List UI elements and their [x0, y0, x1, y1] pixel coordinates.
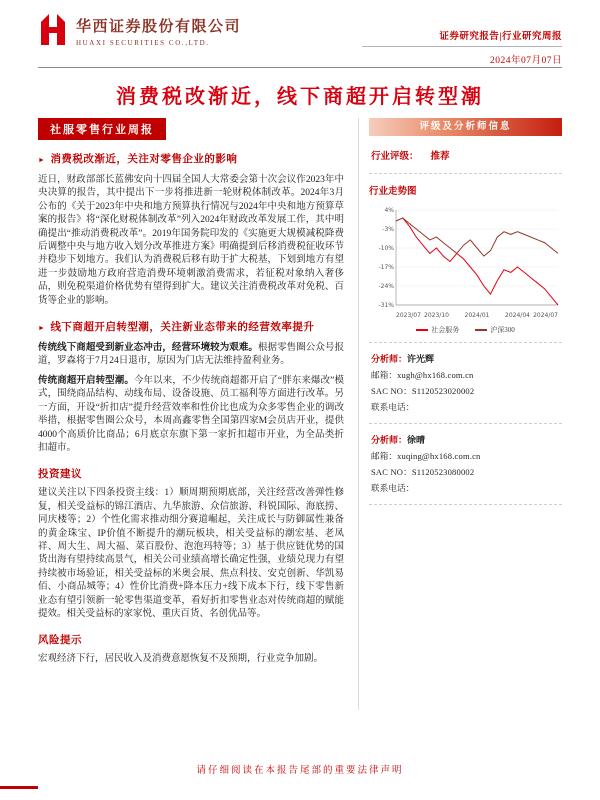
section-arrow-icon: ► [38, 156, 46, 164]
legend-label: 沪深300 [490, 326, 515, 334]
svg-text:-31%: -31% [377, 302, 394, 309]
svg-text:4%: 4% [383, 207, 394, 214]
investment-heading: 投资建议 [38, 469, 82, 481]
chart-legend [369, 325, 562, 335]
footer-red-bar [0, 786, 38, 789]
analyst-email [371, 450, 560, 462]
tel-label: 联系电话： [371, 483, 415, 493]
legend-item-social-services [416, 325, 459, 335]
sac-value: S1120523020002 [411, 386, 475, 396]
svg-text:-10%: -10% [377, 245, 394, 252]
svg-text:2024/04: 2024/04 [504, 312, 530, 319]
report-type: 证券研究报告|行业研究周报 [362, 28, 562, 47]
paragraph-lead: 传统线下商超受到新业态冲击，经营环境较为艰难。 [38, 343, 258, 354]
section2-heading: 线下商超开启转型潮，关注新业态带来的经营效率提升 [50, 322, 315, 334]
content-area [38, 118, 562, 710]
sac-label: SAC NO： [371, 467, 412, 477]
email-value: xugh@hx168.com.cn [397, 370, 474, 380]
legend-swatch-icon [416, 329, 428, 331]
section1-paragraph: 近日，财政部部长蓝佛安向十四届全国人大常委会第十次会议作2023年中央决算的报告，其中提出下一步将推进新一轮财税体制改革。2024年3月公布的《关于2023年中央和地方预算执行情况与2024年中央和地方预算草案的报告》将“深化财税体制改革”列入2024年财政改革发展工作，其中明确提出“推动消费税改革”。2019年国务院印发的《实施更大规模减税降费后调整中央与地方收入划分改革推进方案》明确提到后移消费税征收环节并稳步下划地方。我们认为消费税后移有助于扩大税基，下划到地方有望进一步鼓励地方政府营造消费环境刺激消费需求，若征税对象纳入奢侈品，则免税渠道价格优势有望得到扩大。建议关注消费税改革对免税、百货等企业的影响。 [38, 175, 344, 306]
tel-label: 联系电话： [371, 402, 415, 412]
trend-chart-title: 行业走势图 [369, 187, 417, 197]
legend-swatch-icon [475, 329, 487, 331]
industry-rating-row [369, 136, 562, 174]
svg-text:-17%: -17% [377, 264, 394, 271]
section-arrow-icon: ► [38, 324, 46, 333]
header-meta [362, 12, 562, 67]
analyst-label: 分析师： [371, 354, 408, 364]
industry-trend-chart [370, 203, 562, 321]
paragraph-lead: 传统商超开启转型潮。 [38, 375, 134, 386]
section2-paragraph-2 [38, 375, 344, 455]
email-label: 邮箱： [371, 370, 398, 380]
section1-heading-row [38, 153, 344, 168]
email-label: 邮箱： [371, 451, 398, 461]
industry-rating-label: 行业评级： [371, 152, 419, 162]
analyst-name-row [371, 433, 560, 446]
analyst-name: 许光辉 [407, 354, 435, 364]
page-title: 消费税改渐近，线下商超开启转型潮 [116, 86, 484, 108]
analyst-email [371, 369, 560, 381]
company-name: 华西证券股份有限公司 [76, 19, 242, 35]
analyst-tel [371, 401, 560, 413]
huaxi-logo-icon [38, 12, 68, 51]
report-header [38, 12, 562, 68]
legend-label: 社会服务 [431, 326, 460, 334]
section2-paragraph-1 [38, 342, 344, 369]
analyst-name: 徐晴 [407, 435, 426, 445]
investment-paragraph: 建议关注以下四条投资主线：1）顺周期预期底部，关注经营改善弹性修复，相关受益标的锦江酒店、九华旅游、众信旅游、科锐国际、海底捞、同庆楼等；2）个性化需求推动细分赛道崛起，关注成长与防御属性兼备的黄金珠宝、IP价值不断提升的潮玩板块，相关受益标的潮宏基、老凤祥、周大生、周大福、菜百股份、泡泡玛特等；3）基于供应链优势的国货出海有望持续高景气，相关公司业绩高增长确定性强，业绩兑现力有望持续被市场验证，相关受益标的米奥会展、焦点科技、安克创新、华凯易佰、小商品城等；4）性价比消费+降本压力+线下成本下行，线下零售新业态有望引领新一轮零售渠道变革，看好折扣零售业态对传统商超的赋能提效。相关受益标的家家悦、重庆百货、名创优品等。 [38, 488, 344, 619]
svg-text:2024/01: 2024/01 [464, 312, 489, 319]
sidebar [358, 118, 562, 710]
main-column [38, 118, 344, 667]
brand-text [76, 15, 241, 47]
industry-rating-value: 推荐 [430, 152, 450, 162]
paragraph-rest: 根据零售圈公众号报道，罗森将于7月24日退市，原因为门店无法维持盈利业务。 [38, 343, 344, 367]
analyst-tel [371, 482, 560, 494]
legend-item-hs300 [475, 325, 515, 335]
risk-paragraph: 宏观经济下行，居民收入及消费意愿恢复不及预期，行业竞争加剧。 [38, 654, 324, 665]
sac-label: SAC NO： [371, 386, 412, 396]
footer-disclaimer: 请仔细阅读在本报告尾部的重要法律声明 [196, 766, 404, 776]
analyst-sac [371, 385, 560, 397]
section2-heading-row [38, 321, 344, 336]
analyst-sac [371, 466, 560, 478]
analyst-block-2 [369, 424, 562, 505]
svg-text:2024/07: 2024/07 [532, 312, 558, 319]
company-name-en: HUAXI SECURITIES CO.,LTD. [76, 39, 210, 47]
svg-text:2023/10: 2023/10 [423, 312, 449, 319]
svg-text:-24%: -24% [377, 283, 394, 290]
section1-heading: 消费税改渐近，关注对零售企业的影响 [50, 154, 238, 165]
report-badge: 社服零售行业周报 [38, 118, 166, 140]
analyst-name-row [371, 352, 560, 365]
trend-chart-block [369, 174, 562, 343]
sac-value: S1120523080002 [411, 467, 475, 477]
analyst-block-1 [369, 343, 562, 424]
report-date: 2024年07月07日 [489, 56, 562, 66]
paragraph-rest: 今年以来，不少传统商超都开启了“胖东来爆改”模式，围绕商品结构、动线布局、设备设施、员工福利等方面进行改革。另一方面，开设“折扣店”提升经营效率和性价比也成为众多零售企业的调改举措，根据零售圈公众号，本周高鑫零售全国第四家M会员店开业，提供4000个高质价比商品；6月底京东旗下第一家折扣超市开业，为全品类折扣超市。 [38, 375, 344, 453]
rating-panel-title: 评级及分析师信息 [369, 118, 562, 136]
risk-heading: 风险提示 [38, 635, 82, 647]
analyst-label: 分析师： [371, 435, 408, 445]
svg-text:2023/07: 2023/07 [395, 312, 421, 319]
brand [38, 12, 241, 67]
email-value: xuqing@hx168.com.cn [397, 451, 481, 461]
svg-text:-3%: -3% [381, 226, 394, 233]
